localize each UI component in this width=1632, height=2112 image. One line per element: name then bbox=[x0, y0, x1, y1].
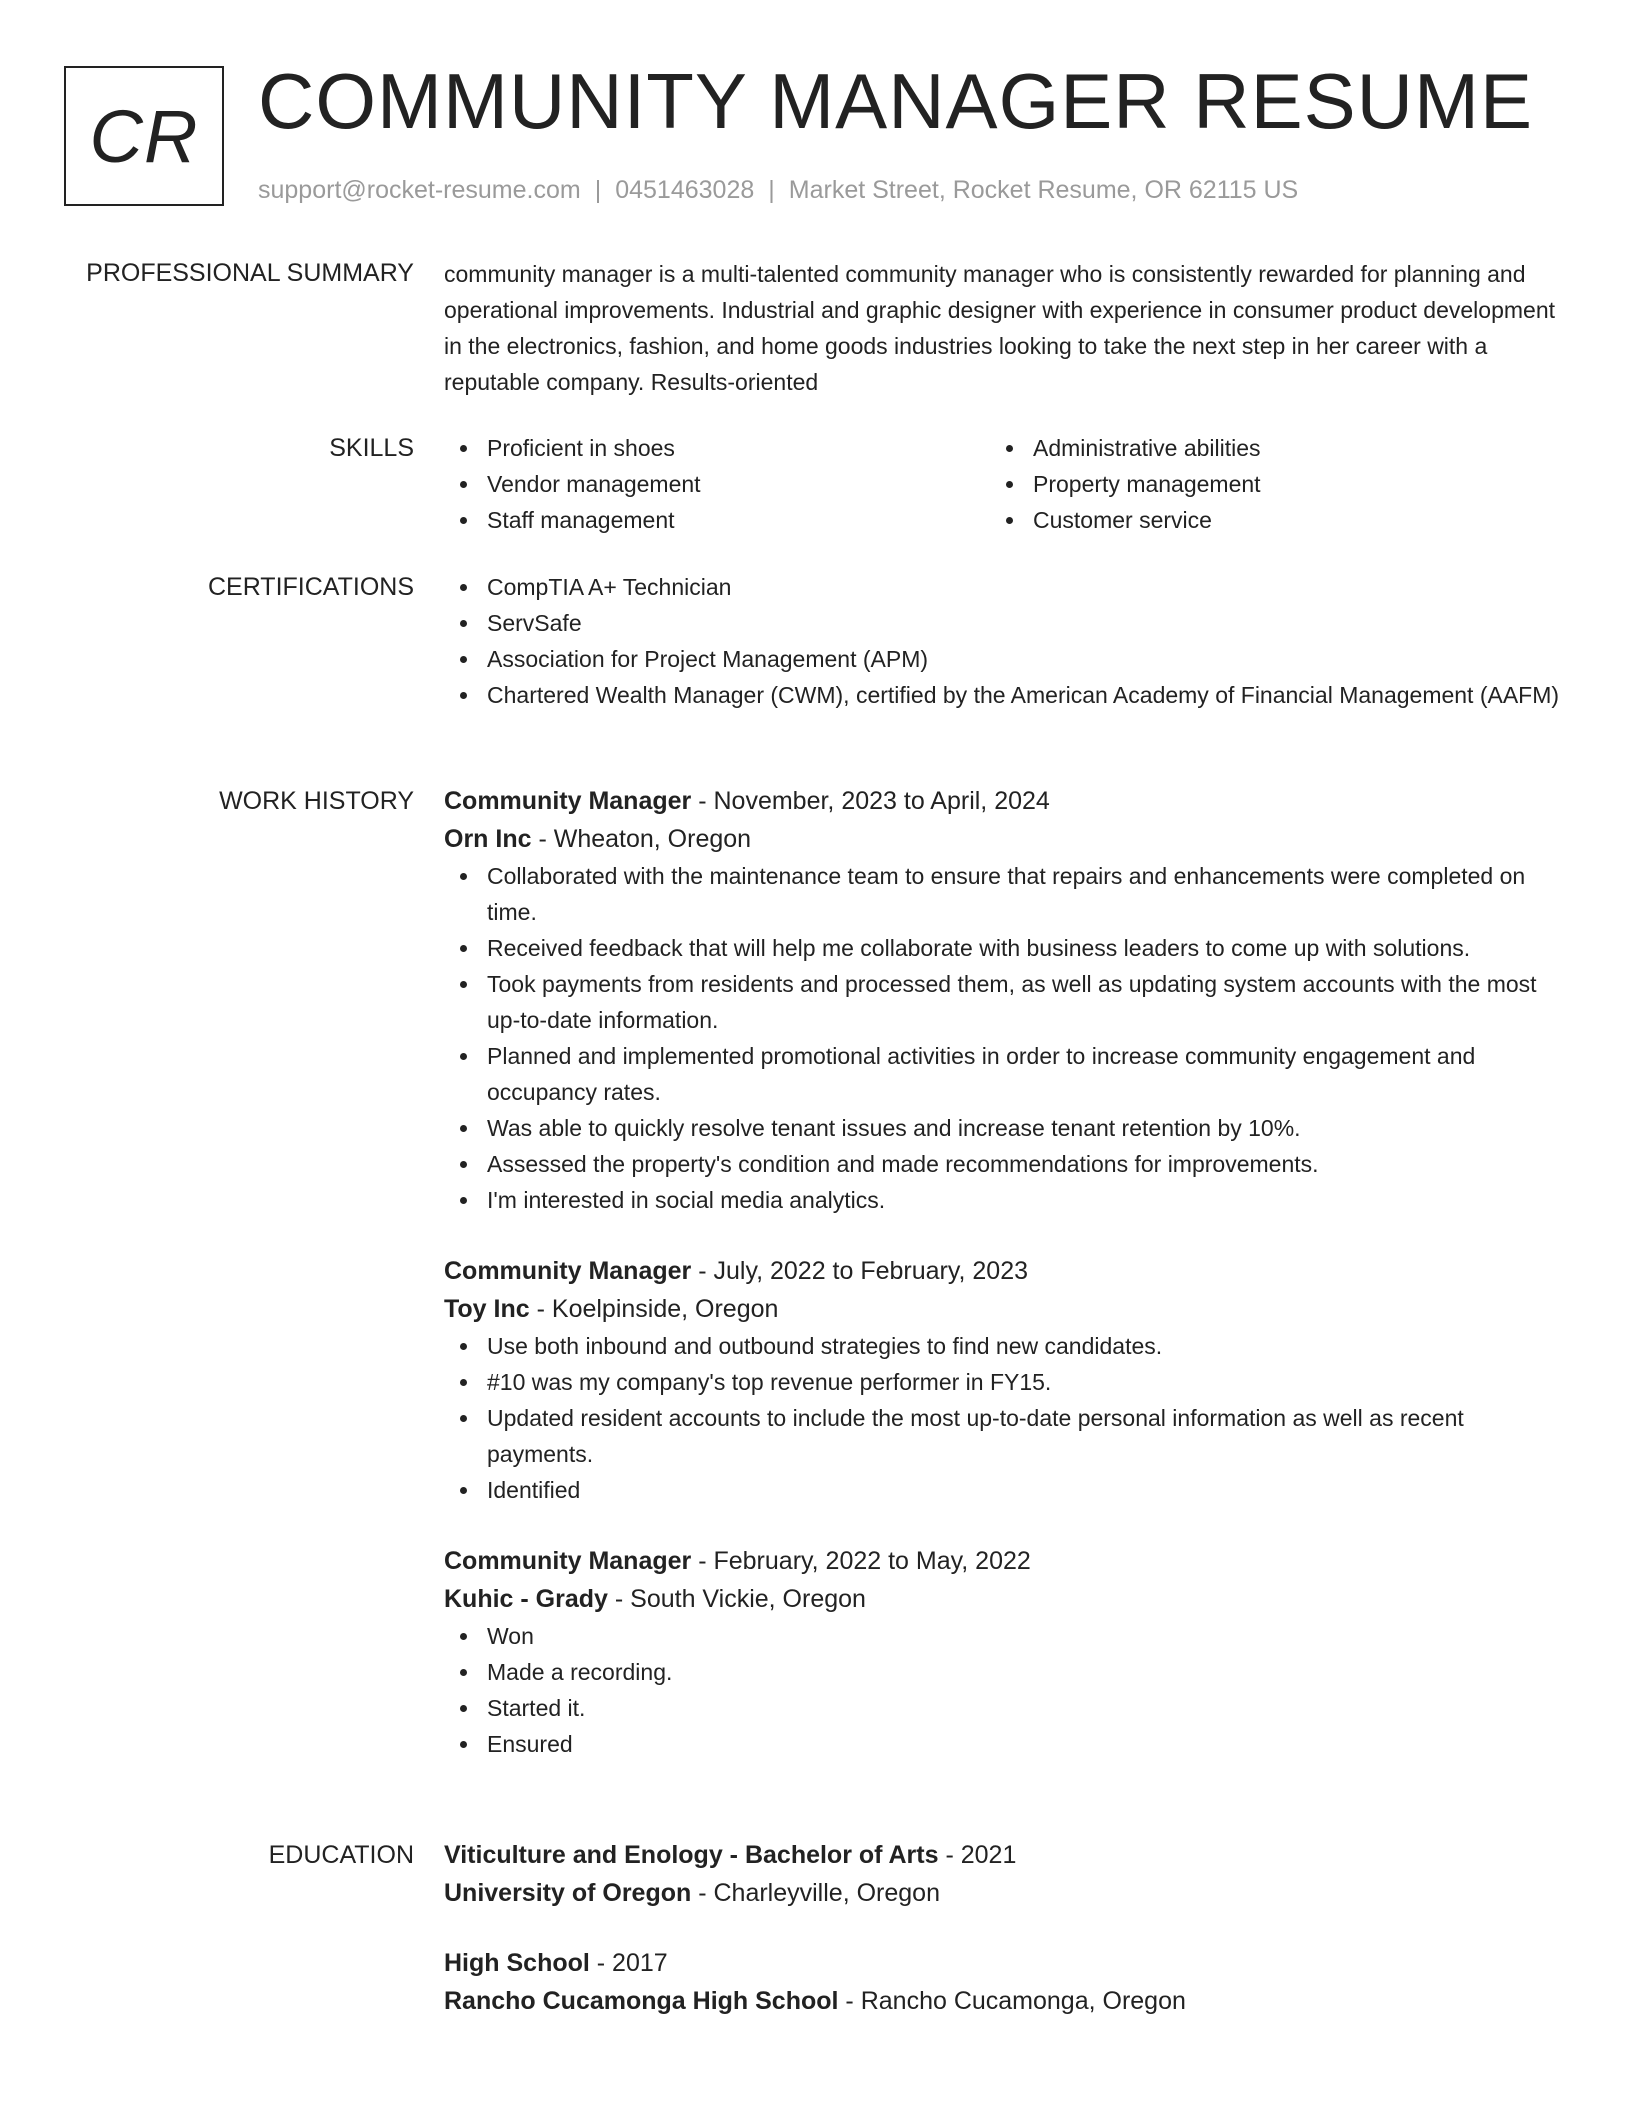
job-company: Orn Inc bbox=[444, 825, 532, 853]
job-title-line bbox=[444, 1542, 1564, 1580]
certifications-list bbox=[444, 569, 1564, 713]
section-label: EDUCATION bbox=[268, 1841, 414, 1869]
skills-list bbox=[444, 430, 1564, 538]
job-bullet: Assessed the property's condition and made recommendations for improvements. bbox=[444, 1146, 1564, 1182]
job-bullet: Planned and implemented promotional activities in order to increase community engagement and occupancy rates. bbox=[444, 1038, 1564, 1110]
section-label: WORK HISTORY bbox=[219, 787, 414, 815]
job-title-line bbox=[444, 1252, 1564, 1290]
education-entry bbox=[444, 1944, 1564, 2020]
work-history-list bbox=[444, 782, 1564, 1796]
job-location: - Wheaton, Oregon bbox=[531, 825, 752, 853]
job-dates: - November, 2023 to April, 2024 bbox=[691, 787, 1050, 815]
education-location: - Rancho Cucamonga, Oregon bbox=[838, 1987, 1186, 2015]
contact-line bbox=[258, 174, 1298, 206]
job-entry bbox=[444, 782, 1564, 1218]
job-entry bbox=[444, 1542, 1564, 1762]
job-bullets bbox=[444, 1618, 1564, 1762]
certification-item: CompTIA A+ Technician bbox=[444, 569, 1564, 605]
job-company: Kuhic - Grady bbox=[444, 1585, 608, 1613]
skills-column-left bbox=[444, 430, 990, 538]
job-bullet: I'm interested in social media analytics. bbox=[444, 1182, 1564, 1218]
education-school-line bbox=[444, 1982, 1564, 2020]
certification-item: ServSafe bbox=[444, 605, 1564, 641]
education-school: University of Oregon bbox=[444, 1879, 692, 1907]
section-label: SKILLS bbox=[329, 434, 414, 462]
job-bullet: Was able to quickly resolve tenant issues and increase tenant retention by 10%. bbox=[444, 1110, 1564, 1146]
education-location: - Charleyville, Oregon bbox=[691, 1879, 940, 1907]
certification-item: Chartered Wealth Manager (CWM), certified by the American Academy of Financial Management (AAFM) bbox=[444, 677, 1564, 713]
skills-column-right bbox=[990, 430, 1536, 538]
job-bullet: Won bbox=[444, 1618, 1564, 1654]
job-bullet: Took payments from residents and processed them, as well as updating system accounts with the most up-to-date information. bbox=[444, 966, 1564, 1038]
job-bullet: #10 was my company's top revenue performer in FY15. bbox=[444, 1364, 1564, 1400]
job-bullet: Updated resident accounts to include the most up-to-date personal information as well as recent payments. bbox=[444, 1400, 1564, 1472]
job-company-line bbox=[444, 820, 1564, 858]
job-company-line bbox=[444, 1580, 1564, 1618]
job-bullet: Use both inbound and outbound strategies to find new candidates. bbox=[444, 1328, 1564, 1364]
skill-item: Vendor management bbox=[444, 466, 990, 502]
contact-email: support@rocket-resume.com bbox=[258, 176, 581, 204]
education-degree-line bbox=[444, 1836, 1564, 1874]
job-title: Community Manager bbox=[444, 1547, 692, 1575]
job-dates: - July, 2022 to February, 2023 bbox=[691, 1257, 1029, 1285]
job-title: Community Manager bbox=[444, 787, 692, 815]
section-label: PROFESSIONAL SUMMARY bbox=[86, 259, 414, 287]
education-entry bbox=[444, 1836, 1564, 1912]
job-bullets bbox=[444, 1328, 1564, 1508]
section-label: CERTIFICATIONS bbox=[207, 573, 414, 601]
education-school: Rancho Cucamonga High School bbox=[444, 1987, 839, 2015]
job-bullet: Received feedback that will help me collaborate with business leaders to come up with solutions. bbox=[444, 930, 1564, 966]
job-dates: - February, 2022 to May, 2022 bbox=[691, 1547, 1031, 1575]
job-entry bbox=[444, 1252, 1564, 1508]
monogram-logo: CR bbox=[64, 66, 224, 206]
education-degree-line bbox=[444, 1944, 1564, 1982]
job-bullet: Started it. bbox=[444, 1690, 1564, 1726]
job-company-line bbox=[444, 1290, 1564, 1328]
education-degree: High School bbox=[444, 1949, 590, 1977]
skill-item: Proficient in shoes bbox=[444, 430, 990, 466]
skill-item: Staff management bbox=[444, 502, 990, 538]
skill-item: Customer service bbox=[990, 502, 1536, 538]
job-title-line bbox=[444, 782, 1564, 820]
education-year: - 2017 bbox=[589, 1949, 668, 1977]
job-location: - Koelpinside, Oregon bbox=[529, 1295, 779, 1323]
job-bullet: Identified bbox=[444, 1472, 1564, 1508]
job-bullet: Collaborated with the maintenance team to ensure that repairs and enhancements were completed on time. bbox=[444, 858, 1564, 930]
contact-separator: | bbox=[768, 176, 775, 204]
contact-separator: | bbox=[594, 176, 602, 204]
education-list bbox=[444, 1836, 1564, 2052]
contact-phone: 0451463028 bbox=[615, 176, 755, 204]
contact-address: Market Street, Rocket Resume, OR 62115 US bbox=[788, 176, 1299, 204]
summary-text: community manager is a multi-talented community manager who is consistently rewarded for planning and operational improvements. Industrial and graphic designer with experience in consumer product development in the electronics, fashion, and home goods industries looking to take the next step in her career with a reputable company. Results-oriented bbox=[444, 261, 1556, 395]
job-bullet: Ensured bbox=[444, 1726, 1564, 1762]
page-title: COMMUNITY MANAGER RESUME bbox=[258, 57, 1533, 145]
job-bullet: Made a recording. bbox=[444, 1654, 1564, 1690]
job-company: Toy Inc bbox=[444, 1295, 530, 1323]
job-bullets bbox=[444, 858, 1564, 1218]
skill-item: Property management bbox=[990, 466, 1536, 502]
education-degree: Viticulture and Enology - Bachelor of Arts bbox=[444, 1841, 939, 1869]
job-title: Community Manager bbox=[444, 1257, 692, 1285]
skill-item: Administrative abilities bbox=[990, 430, 1536, 466]
certification-item: Association for Project Management (APM) bbox=[444, 641, 1564, 677]
education-school-line bbox=[444, 1874, 1564, 1912]
education-year: - 2021 bbox=[938, 1841, 1017, 1869]
job-location: - South Vickie, Oregon bbox=[607, 1585, 866, 1613]
